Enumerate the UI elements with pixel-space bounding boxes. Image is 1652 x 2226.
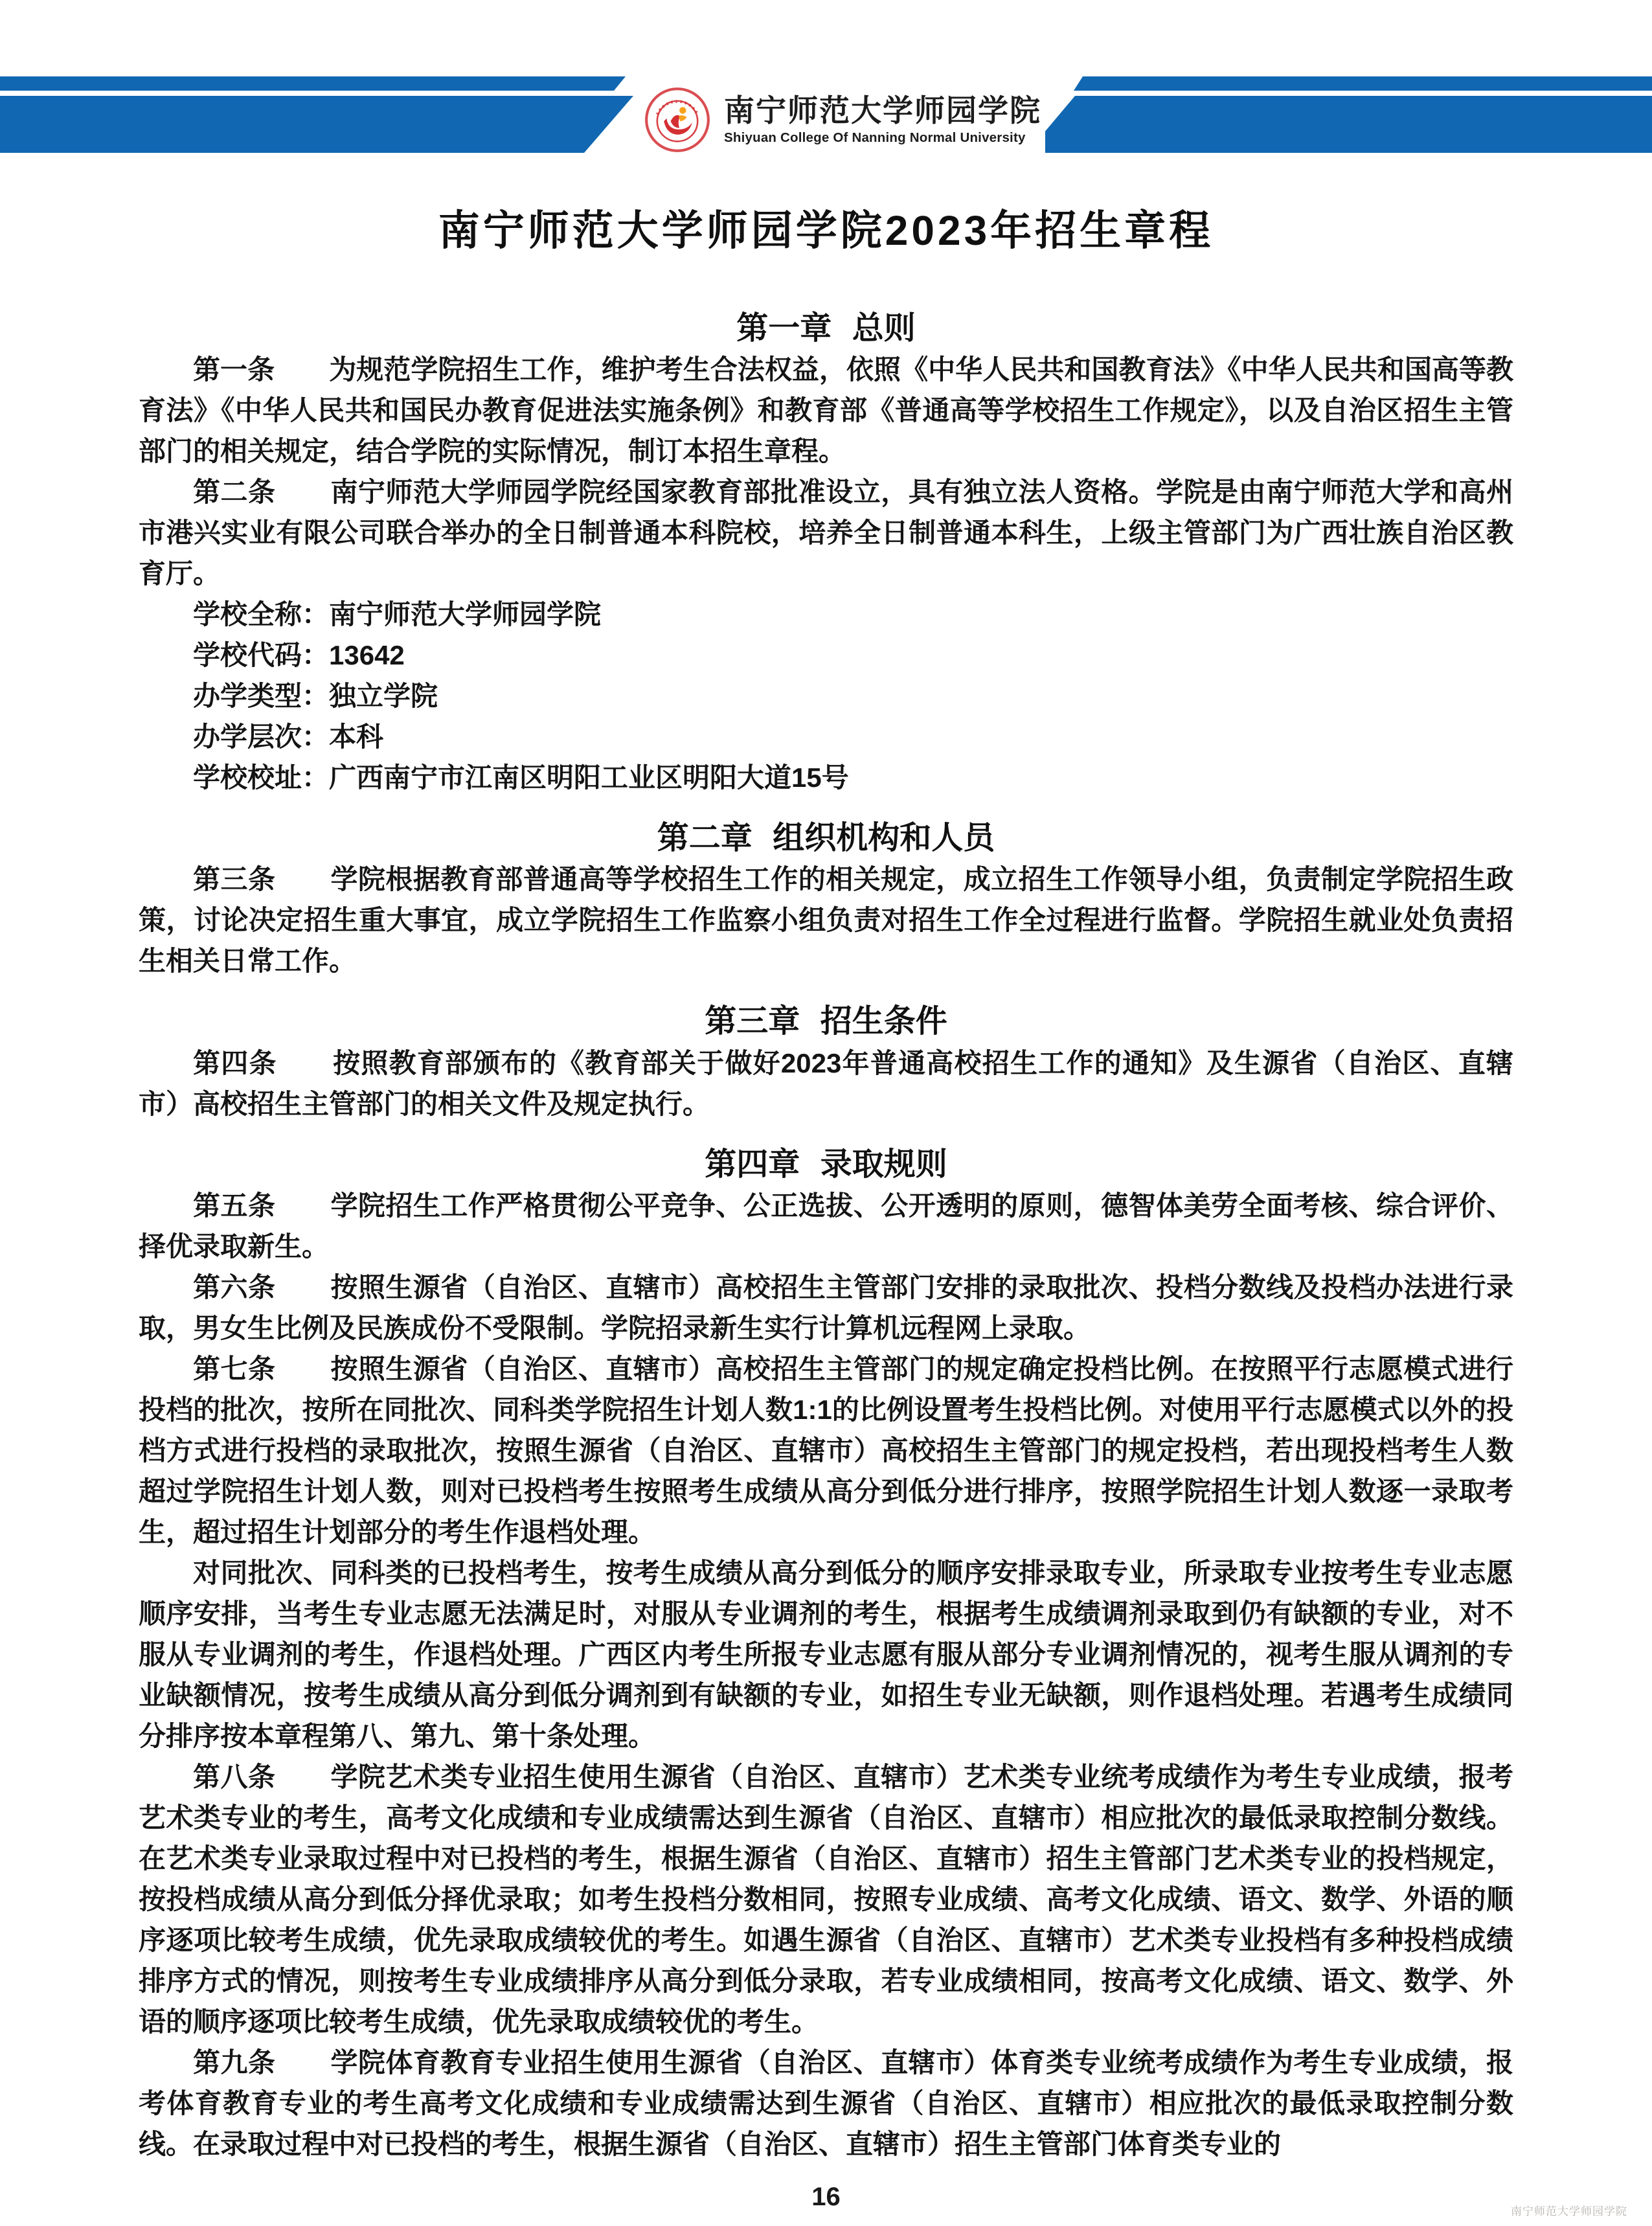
page-number: 16 xyxy=(811,2183,841,2211)
paragraph: 第八条 学院艺术类专业招生使用生源省（自治区、直辖市）艺术类专业统考成绩作为考生专业成绩，报考艺术类专业的考生，高考文化成绩和专业成绩需达到生源省（自治区、直辖市）相应批次的最低录取控制分数线。在艺术类专业录取过程中对已投档的考生，根据生源省（自治区、直辖市）招生主管部门艺术类专业的投档规定，按投档成绩从高分到低分择优录取；如考生投档分数相同，按照专业成绩、高考文化成绩、语文、数学、外语的顺序逐项比较考生成绩，优先录取成绩较优的考生。如遇生源省（自治区、直辖市）艺术类专业投档有多种投档成绩排序方式的情况，则按考生专业成绩排序从高分到低分录取，若专业成绩相同，按高考文化成绩、语文、数学、外语的顺序逐项比较考生成绩，优先录取成绩较优的考生。 xyxy=(139,1762,1513,2038)
college-seal-icon xyxy=(644,86,711,153)
chapter-paragraphs xyxy=(139,349,1513,798)
paragraph: 学校代码：13642 xyxy=(193,640,405,671)
college-name-cn: 南宁师范大学师园学院 xyxy=(724,93,1041,128)
paragraph: 第五条 学院招生工作严格贯彻公平竞争、公正选拔、公开透明的原则，德智体美劳全面考核、综合评价、择优录取新生。 xyxy=(139,1190,1513,1262)
watermark: 南宁师范大学师园学院 xyxy=(1511,2205,1627,2218)
header-banner xyxy=(0,0,1652,194)
chapter xyxy=(139,820,1513,981)
chapters xyxy=(139,310,1513,2164)
college-name-en: Shiyuan College Of Nanning Normal University xyxy=(724,130,1026,145)
chapter-paragraphs xyxy=(139,859,1513,981)
banner-band-left xyxy=(0,96,633,153)
paragraph: 第三条 学院根据教育部普通高等学校招生工作的相关规定，成立招生工作领导小组，负责制定学院招生政策，讨论决定招生重大事宜，成立学院招生工作监察小组负责对招生工作全过程进行监督。学院招生就业处负责招生相关日常工作。 xyxy=(139,864,1513,977)
paragraph: 第四条 按照教育部颁布的《教育部关于做好2023年普通高校招生工作的通知》及生源省（自治区、直辖市）高校招生主管部门的相关文件及规定执行。 xyxy=(139,1047,1513,1119)
chapter xyxy=(139,1146,1513,2164)
paragraph: 学校全称：南宁师范大学师园学院 xyxy=(193,599,602,630)
chapter-heading: 第三章 招生条件 xyxy=(705,1004,947,1039)
paragraph: 第一条 为规范学院招生工作，维护考生合法权益，依照《中华人民共和国教育法》《中华人民共和国高等教育法》《中华人民共和国民办教育促进法实施条例》和教育部《普通高等学校招生工作规定》，以及自治区招生主管部门的相关规定，结合学院的实际情况，制订本招生章程。 xyxy=(139,354,1513,467)
paragraph: 办学类型：独立学院 xyxy=(193,681,438,712)
paragraph: 学校校址：广西南宁市江南区明阳工业区明阳大道15号 xyxy=(193,762,849,793)
chapter-paragraphs xyxy=(139,1185,1513,2164)
paragraph: 第六条 按照生源省（自治区、直辖市）高校招生主管部门安排的录取批次、投档分数线及投档办法进行录取，男女生比例及民族成份不受限制。学院招录新生实行计算机远程网上录取。 xyxy=(139,1272,1513,1344)
banner-thin-stripe-right xyxy=(1074,76,1652,91)
paragraph: 第七条 按照生源省（自治区、直辖市）高校招生主管部门的规定确定投档比例。在按照平行志愿模式进行投档的批次，按所在同批次、同科类学院招生计划人数1:1的比例设置考生投档比例。对使用平行志愿模式以外的投档方式进行投档的录取批次，按照生源省（自治区、直辖市）高校招生主管部门的规定投档，若出现投档考生人数超过学院招生计划人数，则对已投档考生按照考生成绩从高分到低分进行排序，按照学院招生计划人数逐一录取考生，超过招生计划部分的考生作退档处理。 xyxy=(139,1354,1513,1548)
chapter xyxy=(139,1003,1513,1124)
document-title: 南宁师范大学师园学院2023年招生章程 xyxy=(438,207,1214,254)
banner-thin-stripe-left xyxy=(0,76,626,91)
chapter-paragraphs xyxy=(139,1043,1513,1124)
chapter-heading: 第四章 录取规则 xyxy=(705,1146,947,1182)
chapter xyxy=(139,310,1513,798)
paragraph: 办学层次：本科 xyxy=(193,721,384,753)
paragraph: 对同批次、同科类的已投档考生，按考生成绩从高分到低分的顺序安排录取专业，所录取专业按考生专业志愿顺序安排，当考生专业志愿无法满足时，对服从专业调剂的考生，根据考生成绩调剂录取到仍有缺额的专业，对不服从专业调剂的考生，作退档处理。广西区内考生所报专业志愿有服从部分专业调剂情况的，视考生服从调剂的专业缺额情况，按考生成绩从高分到低分调剂到有缺额的专业，如招生专业无缺额，则作退档处理。若遇考生成绩同分排序按本章程第八、第九、第十条处理。 xyxy=(139,1558,1513,1752)
college-logo xyxy=(640,79,1045,161)
banner-band-right xyxy=(1027,96,1652,153)
chapter-heading: 第二章 组织机构和人员 xyxy=(657,821,995,856)
paragraph: 第二条 南宁师范大学师园学院经国家教育部批准设立，具有独立法人资格。学院是由南宁师范大学和高州市港兴实业有限公司联合举办的全日制普通本科院校，培养全日制普通本科生，上级主管部门为广西壮族自治区教育厅。 xyxy=(139,477,1513,589)
chapter-heading: 第一章 总则 xyxy=(736,310,916,346)
college-logo-text xyxy=(724,94,1041,146)
paragraph: 第九条 学院体育教育专业招生使用生源省（自治区、直辖市）体育类专业统考成绩作为考生专业成绩，报考体育教育专业的考生高考文化成绩和专业成绩需达到生源省（自治区、直辖市）相应批次的最低录取控制分数线。在录取过程中对已投档的考生，根据生源省（自治区、直辖市）招生主管部门体育类专业的 xyxy=(139,2047,1513,2160)
